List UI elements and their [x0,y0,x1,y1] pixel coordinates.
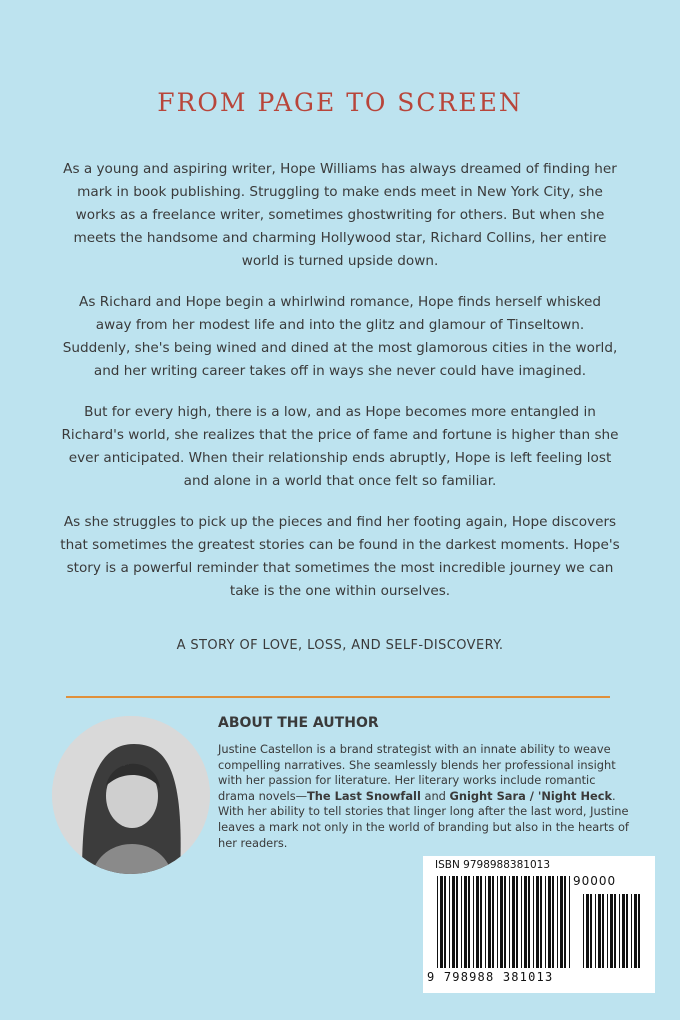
tagline: A STORY OF LOVE, LOSS, AND SELF-DISCOVERY. [176,638,504,653]
author-bio-end: . With her ability to tell stories that linger long after the last word, Justine leaves a mark not only in the world of branding but also in the hearts of her readers. [218,788,629,850]
blurb-paragraph-2: As Richard and Hope begin a whirlwind romance, Hope finds herself whisked away from her modest life and into the glitz and glamour of Tinseltown. Suddenly, she's being wined and dined at the most glamorous cities in the world, and her writing career takes off in ways she never could have imagined. [62,294,618,379]
author-photo [52,716,210,874]
author-bio-and: and [420,788,450,803]
author-bio [218,742,630,851]
book-title: FROM PAGE TO SCREEN [157,88,523,117]
isbn-digits: 9 798988 381013 [427,970,554,984]
section-divider [66,696,610,698]
barcode-box [423,856,655,993]
author-bio-start: Justine Castellon is a brand strategist with an innate ability to weave compelling narratives. She seamlessly blends her professional insight with her passion for literature. Her literary works include romantic drama novels— [218,742,616,803]
blurb-paragraph-4: As she struggles to pick up the pieces and find her footing again, Hope discovers that sometimes the greatest stories can be found in the darkest moments. Hope's story is a powerful reminder that sometimes the most incredible journey we can take is the one within ourselves. [60,514,620,599]
author-portrait-icon [52,716,210,874]
blurb-paragraph-3: But for every high, there is a low, and as Hope becomes more entangled in Richard's world, she realizes that the price of fame and fortune is higher than she ever anticipated. When their relationship ends abruptly, Hope is left feeling lost and alone in a world that once felt so familiar. [61,404,619,489]
price-code: 90000 [573,874,617,888]
about-author-heading: ABOUT THE AUTHOR [218,715,379,731]
isbn-label: ISBN 9798988381013 [435,859,551,871]
book-title-2: Gnight Sara / 'Night Heck [449,788,613,803]
book-blurb [60,158,620,621]
blurb-paragraph-1: As a young and aspiring writer, Hope Williams has always dreamed of finding her mark in book publishing. Struggling to make ends meet in New York City, she works as a freelance writer, sometimes ghostwriting for others. But when she meets the handsome and charming Hollywood star, Richard Collins, her entire world is turned upside down. [63,161,617,269]
book-title-1: The Last Snowfall [307,788,421,803]
barcode-icon [431,876,647,972]
